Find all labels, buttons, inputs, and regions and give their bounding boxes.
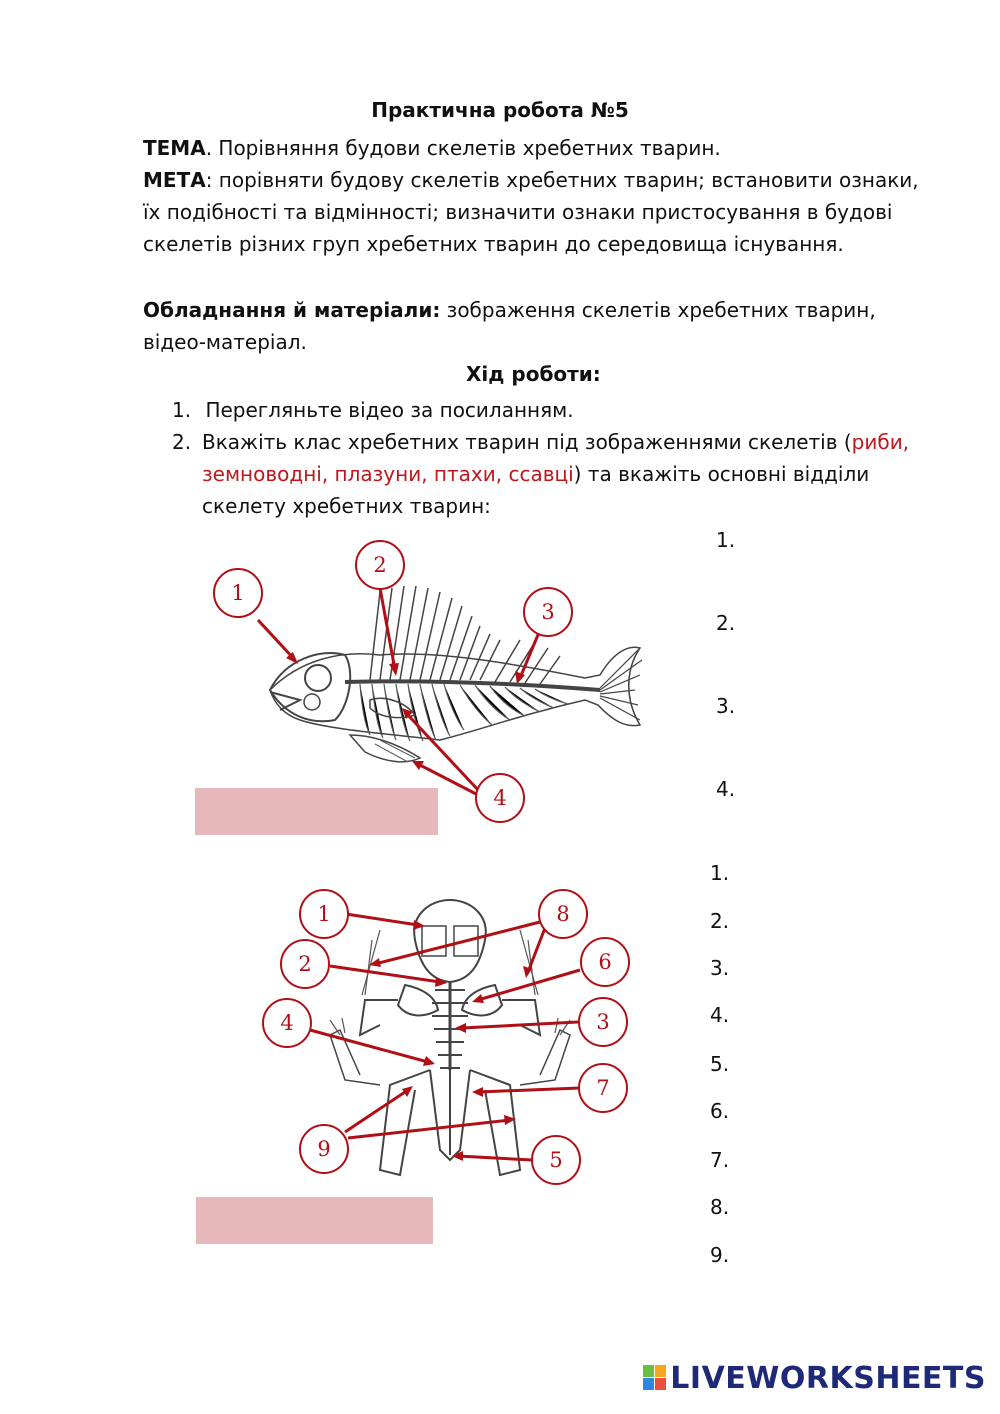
frog-arrow-1	[346, 914, 418, 925]
frog-answer-number: 5.	[710, 1052, 730, 1076]
procedure-title: Хід роботи:	[466, 362, 601, 386]
fish-callout-2	[356, 541, 404, 589]
goal-text: : порівняти будову скелетів хребетних тварин; встановити ознаки, їх подібності та відмінності; визначити ознаки пристосування в будові скелетів різних груп хребетних тварин до середовища існування.	[143, 168, 919, 256]
frog-arrow-5	[458, 1156, 532, 1160]
step-2-number: 2.	[172, 430, 192, 454]
step-1	[172, 394, 932, 426]
topic-label: ТЕМА	[143, 136, 206, 160]
frog-arrow-9a	[345, 1090, 408, 1132]
frog-class-answer-box[interactable]	[196, 1197, 433, 1244]
step-2-text-before: Вкажіть клас хребетних тварин під зображеннями скелетів (	[202, 430, 852, 454]
fish-answer-number: 3.	[716, 694, 736, 718]
equipment-paragraph	[143, 294, 933, 358]
svg-text:2: 2	[373, 553, 387, 577]
fish-arrow-3	[520, 630, 540, 678]
topic-text: . Порівняння будови скелетів хребетних тварин.	[205, 136, 721, 160]
fish-skeleton-drawing	[270, 586, 642, 762]
fish-arrow-4a	[406, 713, 480, 792]
frog-answer-number: 4.	[710, 1003, 730, 1027]
frog-arrowhead-7	[472, 1087, 483, 1097]
page-title: Практична робота №5	[371, 98, 629, 122]
frog-skeleton-drawing	[330, 900, 570, 1175]
frog-answer-number: 6.	[710, 1099, 730, 1123]
svg-text:3: 3	[596, 1010, 610, 1034]
frog-callout-4	[263, 999, 311, 1047]
liveworksheets-logo-icon	[643, 1365, 667, 1391]
fish-callout-4	[476, 774, 524, 822]
frog-arrowhead-4	[423, 1056, 435, 1066]
svg-text:3: 3	[541, 600, 555, 624]
step-1-text: Перегляньте відео за посиланням.	[205, 398, 574, 422]
svg-text:1: 1	[231, 581, 245, 605]
frog-callout-7	[579, 1064, 627, 1112]
frog-arrowhead-3	[455, 1023, 466, 1033]
fish-answer-number: 1.	[716, 528, 736, 552]
frog-arrow-8a	[375, 922, 540, 964]
frog-callout-1	[300, 890, 348, 938]
frog-arrow-2	[330, 966, 440, 982]
topic-line	[143, 132, 933, 164]
step-2	[172, 426, 932, 522]
frog-arrowhead-1	[413, 920, 425, 930]
frog-arrowhead-9a	[402, 1086, 413, 1097]
fish-arrow-1	[258, 620, 295, 660]
frog-arrow-4	[310, 1030, 428, 1062]
frog-arrow-9b	[348, 1120, 510, 1138]
frog-callout-9	[300, 1125, 348, 1173]
frog-answer-number: 2.	[710, 909, 730, 933]
svg-text:6: 6	[598, 950, 612, 974]
frog-skeleton-figure	[0, 870, 700, 1200]
svg-text:4: 4	[280, 1011, 294, 1035]
frog-callout-5	[532, 1136, 580, 1184]
svg-text:4: 4	[493, 786, 507, 810]
frog-answer-number: 8.	[710, 1195, 730, 1219]
svg-text:1: 1	[317, 902, 331, 926]
liveworksheets-logo-text: LIVEWORKSHEETS	[670, 1361, 986, 1396]
svg-text:2: 2	[298, 952, 312, 976]
frog-arrows	[310, 914, 580, 1161]
fish-callout-3	[524, 588, 572, 636]
frog-answer-number: 9.	[710, 1243, 730, 1267]
fish-answer-number: 2.	[716, 611, 736, 635]
frog-arrowhead-6	[472, 994, 484, 1003]
fish-class-answer-box[interactable]	[195, 788, 438, 835]
frog-callout-2	[281, 940, 329, 988]
equipment-text: зображення скелетів хребетних тварин, відео-матеріал.	[143, 298, 876, 354]
svg-text:8: 8	[556, 902, 570, 926]
frog-callout-6	[581, 938, 629, 986]
frog-callout-8	[539, 890, 587, 938]
frog-callout-3	[579, 998, 627, 1046]
goal-label: МЕТА	[143, 168, 206, 192]
vertebrate-classes: риби, земноводні, плазуни, птахи, ссавці	[202, 430, 910, 486]
step-2-body	[202, 426, 932, 522]
svg-text:5: 5	[549, 1148, 563, 1172]
svg-text:9: 9	[317, 1137, 331, 1161]
frog-arrow-3	[462, 1022, 578, 1028]
frog-arrow-8b	[528, 928, 545, 972]
frog-answer-number: 7.	[710, 1148, 730, 1172]
frog-answer-number: 3.	[710, 956, 730, 980]
step-2-text-after: ) та вкажіть основні відділи скелету хребетних тварин:	[202, 462, 870, 518]
goal-paragraph	[143, 164, 933, 260]
fish-callout-1	[214, 569, 262, 617]
svg-text:7: 7	[596, 1076, 610, 1100]
frog-arrow-7	[478, 1088, 580, 1092]
liveworksheets-logo	[643, 1361, 986, 1396]
step-1-number: 1.	[172, 398, 192, 422]
frog-answer-number: 1.	[710, 861, 730, 885]
fish-answer-number: 4.	[716, 777, 736, 801]
equipment-label: Обладнання й матеріали:	[143, 298, 441, 322]
